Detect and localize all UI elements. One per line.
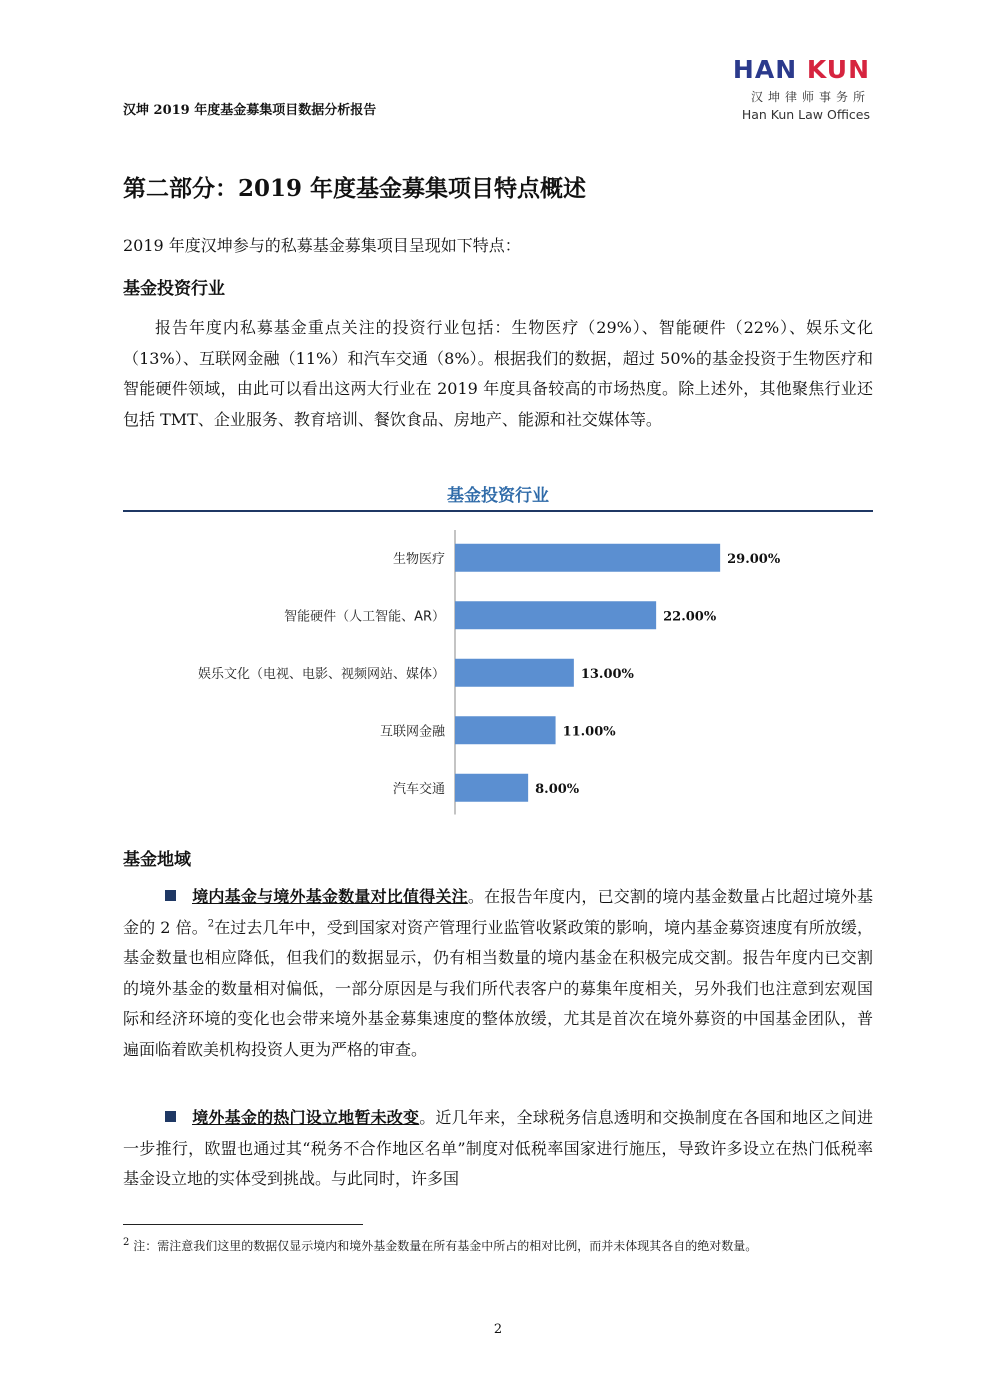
chart-category-label: 互联网金融: [379, 724, 445, 740]
industry-heading: 基金投资行业: [123, 279, 225, 299]
chart-bar: [455, 601, 656, 629]
region-p2-title: 境外基金的热门设立地暂未改变: [192, 1108, 420, 1127]
footnote: [123, 1236, 873, 1256]
chart-category-label: 娱乐文化（电视、电影、视频网站、媒体）: [197, 666, 445, 682]
region-p1-text-a: 。在报告年度内，已交割的境内基金数量占比超过境外基金的 2 倍。: [123, 887, 873, 937]
logo-chinese-name: 汉坤律师事务所: [750, 90, 870, 104]
chart-title-rule: [123, 510, 873, 512]
region-p1-title: 境内基金与境外基金数量对比值得关注: [192, 887, 468, 906]
footnote-ref[interactable]: 2: [207, 918, 215, 930]
region-p2-text: 。近几年来，全球税务信息透明和交换制度在各国和地区之间进一步推行，欧盟也通过其“税务不合作地区名单”制度对低税率国家进行施压，导致许多设立在热门低税率基金设立地的实体受到挑战。与此同时，许多国: [123, 1108, 873, 1188]
industry-bar-chart: [123, 530, 873, 820]
logo-english-name: Han Kun Law Offices: [741, 107, 870, 122]
page-number: 2: [493, 1322, 503, 1337]
intro-text: 2019 年度汉坤参与的私募基金募集项目呈现如下特点：: [123, 236, 521, 255]
logo-han: HAN: [732, 55, 798, 84]
region-p1-text-b: 在过去几年中，受到国家对资产管理行业监管收紧政策的影响，境内基金募资速度有所放缓，基金数量也相应降低，但我们的数据显示，仍有相当数量的境内基金在积极完成交割。报告年度内已交割的境外基金的数量相对偏低，一部分原因是与我们所代表客户的募集年度相关，另外我们也注意到宏观国际和经济环境的变化也会带来境外基金募集速度的整体放缓，尤其是首次在境外募资的中国基金团队，普遍面临着欧美机构投资人更为严格的审查。: [123, 917, 873, 1059]
chart-category-label: 生物医疗: [392, 551, 445, 567]
chart-bar: [455, 774, 528, 802]
square-bullet-icon: [165, 1111, 176, 1122]
chart-bar: [455, 544, 720, 572]
chart-data-label: 13.00%: [580, 666, 634, 682]
chart-data-label: 29.00%: [727, 551, 781, 567]
footnote-divider: [123, 1224, 363, 1225]
logo-kun: KUN: [806, 55, 870, 84]
region-heading: 基金地域: [123, 850, 191, 870]
chart-data-label: 22.00%: [663, 609, 717, 625]
footnote-text: 注：需注意我们这里的数据仅显示境内和境外基金数量在所有基金中所占的相对比例，而并未体现其各自的绝对数量。: [133, 1239, 758, 1253]
chart-svg: [123, 530, 873, 820]
chart-category-label: 智能硬件（人工智能、AR）: [284, 609, 445, 625]
chart-title: 基金投资行业: [447, 486, 549, 506]
firm-logo: [733, 56, 870, 122]
chart-bar: [455, 716, 556, 744]
region-paragraph-2: [123, 1103, 873, 1195]
chart-bar: [455, 659, 574, 687]
chart-data-label: 11.00%: [562, 724, 616, 740]
logo-wordmark: [733, 56, 870, 84]
chart-data-label: 8.00%: [535, 781, 580, 797]
chart-category-label: 汽车交通: [392, 781, 445, 797]
section-title: 第二部分：2019 年度基金募集项目特点概述: [123, 175, 587, 202]
square-bullet-icon: [165, 890, 176, 901]
footnote-number: 2: [123, 1237, 130, 1248]
industry-paragraph: 报告年度内私募基金重点关注的投资行业包括：生物医疗（29%）、智能硬件（22%）、娱乐文化（13%）、互联网金融（11%）和汽车交通（8%）。根据我们的数据，超过 50%的基金投资于生物医疗和智能硬件领域，由此可以看出这两大行业在 2019 年度具备较高的市场热度。除上述外，其他聚焦行业还包括 TMT、企业服务、教育培训、餐饮食品、房地产、能源和社交媒体等。: [123, 318, 873, 429]
running-header: 汉坤 2019 年度基金募集项目数据分析报告: [123, 103, 377, 118]
region-paragraph-1: [123, 882, 873, 1065]
